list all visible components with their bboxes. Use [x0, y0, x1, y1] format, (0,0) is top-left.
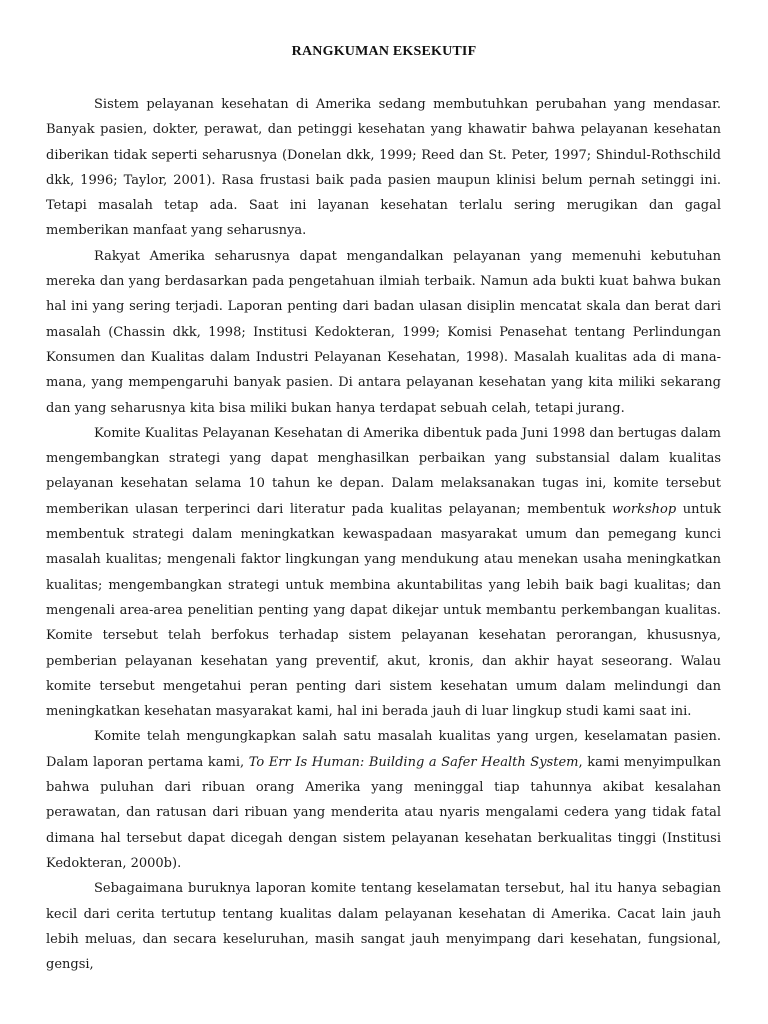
- paragraph-text: Komite Kualitas Pelayanan Kesehatan di Amerika dibentuk pada Juni 1998 dan bertugas dalam mengembangkan strategi yang dapat menghasilkan perbaikan yang substansial dalam kualitas pelayanan kesehatan selama 10 tahun ke depan. Dalam melaksanakan tugas ini, komite tersebut memberikan ulasan terperinci dari literatur pada kualitas pelayanan; membentuk: [46, 425, 721, 517]
- paragraph-text: untuk membentuk strategi dalam meningkatkan kewaspadaan masyarakat umum dan pemegang kunci masalah kualitas; mengenali faktor lingkungan yang mendukung atau menekan usaha meningkatkan kualitas; mengembangkan strategi untuk membina akuntabilitas yang lebih baik bagi kualitas; dan mengenali area-area penelitian penting yang dapat dikejar untuk membantu perkembangan kualitas. Komite tersebut telah berfokus terhadap sistem pelayanan kesehatan perorangan, khususnya, pemberian pelayanan kesehatan yang preventif, akut, kronis, dan akhir hayat seseorang. Walau komite tersebut mengetahui peran penting dari sistem kesehatan umum dalam melindungi dan meningkatkan kesehatan masyarakat kami, hal ini berada jauh di luar lingkup studi kami saat ini.: [46, 501, 721, 720]
- paragraph: [46, 876, 721, 977]
- italic-text: workshop: [611, 501, 677, 517]
- paragraph-text: Rakyat Amerika seharusnya dapat mengandalkan pelayanan yang memenuhi kebutuhan mereka dan yang berdasarkan pada pengetahuan ilmiah terbaik. Namun ada bukti kuat bahwa bukan hal ini yang sering terjadi. Laporan penting dari badan ulasan disiplin mencatat skala dan berat dari masalah (Chassin dkk, 1998; Institusi Kedokteran, 1999; Komisi Penasehat tentang Perlindungan Konsumen dan Kualitas dalam Industri Pelayanan Kesehatan, 1998). Masalah kualitas ada di mana-mana, yang mempengaruhi banyak pasien. Di antara pelayanan kesehatan yang kita miliki sekarang dan yang seharusnya kita bisa miliki bukan hanya terdapat sebuah celah, tetapi jurang.: [46, 248, 721, 416]
- paragraph-text: Sistem pelayanan kesehatan di Amerika sedang membutuhkan perubahan yang mendasar. Banyak pasien, dokter, perawat, dan petinggi kesehatan yang khawatir bahwa pelayanan kesehatan diberikan tidak seperti seharusnya (Donelan dkk, 1999; Reed dan St. Peter, 1997; Shindul-Rothschild dkk, 1996; Taylor, 2001). Rasa frustasi baik pada pasien maupun klinisi belum pernah setinggi ini. Tetapi masalah tetap ada. Saat ini layanan kesehatan terlalu sering merugikan dan gagal memberikan manfaat yang seharusnya.: [46, 97, 721, 239]
- italic-text: To Err Is Human: Building a Safer Health System: [248, 754, 579, 770]
- paragraph: [46, 244, 721, 421]
- paragraph-text: , kami menyimpulkan bahwa puluhan dari ribuan orang Amerika yang meninggal tiap tahunnya akibat kesalahan perawatan, dan ratusan dari ribuan yang menderita atau nyaris mengalami cedera yang tidak fatal dimana hal tersebut dapat dicegah dengan sistem pelayanan kesehatan berkualitas tinggi (Institusi Kedokteran, 2000b).: [46, 754, 721, 871]
- paragraph-text: Sebagaimana buruknya laporan komite tentang keselamatan tersebut, hal itu hanya sebagian kecil dari cerita tertutup tentang kualitas dalam pelayanan kesehatan di Amerika. Cacat lain jauh lebih meluas, dan secara keseluruhan, masih sangat jauh menyimpang dari kesehatan, fungsional, gengsi,: [46, 881, 721, 973]
- paragraph-text: Komite telah mengungkapkan salah satu masalah kualitas yang urgen, keselamatan pasien. Dalam laporan pertama kami,: [46, 729, 721, 770]
- document-title: RANGKUMAN EKSEKUTIF: [291, 44, 477, 59]
- document-body: [46, 92, 721, 977]
- paragraph: [46, 421, 721, 725]
- paragraph: [46, 724, 721, 876]
- paragraph: [46, 92, 721, 244]
